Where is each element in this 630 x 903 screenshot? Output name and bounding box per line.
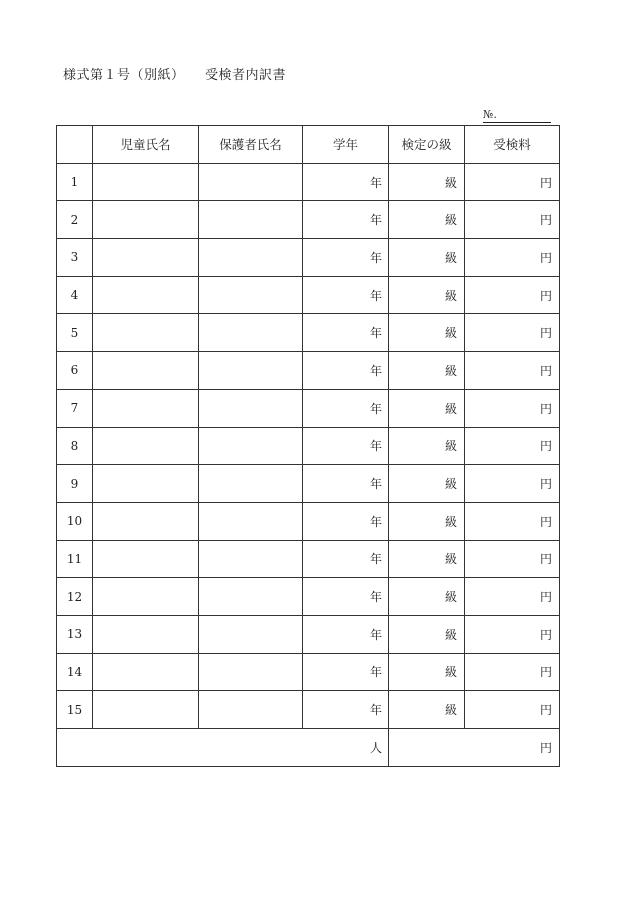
fee-cell[interactable]: 円	[465, 615, 560, 653]
level-cell[interactable]: 級	[389, 540, 465, 578]
row-number: 2	[57, 201, 93, 239]
level-cell[interactable]: 級	[389, 389, 465, 427]
guardian-name-cell[interactable]	[199, 615, 303, 653]
total-row	[57, 729, 560, 767]
fee-cell[interactable]: 円	[465, 352, 560, 390]
level-cell[interactable]: 級	[389, 615, 465, 653]
header-number	[57, 126, 93, 164]
table-body	[57, 163, 560, 766]
header-child-name: 児童氏名	[93, 126, 199, 164]
table-row	[57, 239, 560, 277]
guardian-name-cell[interactable]	[199, 427, 303, 465]
header-exam-level: 検定の級	[389, 126, 465, 164]
level-cell[interactable]: 級	[389, 427, 465, 465]
child-name-cell[interactable]	[93, 314, 199, 352]
grade-cell[interactable]: 年	[303, 653, 389, 691]
fee-cell[interactable]: 円	[465, 691, 560, 729]
row-number: 8	[57, 427, 93, 465]
child-name-cell[interactable]	[93, 578, 199, 616]
level-cell[interactable]: 級	[389, 276, 465, 314]
row-number: 1	[57, 163, 93, 201]
child-name-cell[interactable]	[93, 239, 199, 277]
table-row	[57, 201, 560, 239]
guardian-name-cell[interactable]	[199, 163, 303, 201]
guardian-name-cell[interactable]	[199, 389, 303, 427]
guardian-name-cell[interactable]	[199, 314, 303, 352]
child-name-cell[interactable]	[93, 691, 199, 729]
total-people-cell[interactable]: 人	[57, 729, 389, 767]
grade-cell[interactable]: 年	[303, 465, 389, 503]
fee-cell[interactable]: 円	[465, 578, 560, 616]
row-number: 7	[57, 389, 93, 427]
row-number: 6	[57, 352, 93, 390]
table-row	[57, 465, 560, 503]
guardian-name-cell[interactable]	[199, 578, 303, 616]
child-name-cell[interactable]	[93, 465, 199, 503]
child-name-cell[interactable]	[93, 352, 199, 390]
header-guardian-name: 保護者氏名	[199, 126, 303, 164]
level-cell[interactable]: 級	[389, 314, 465, 352]
level-cell[interactable]: 級	[389, 201, 465, 239]
grade-cell[interactable]: 年	[303, 502, 389, 540]
row-number: 3	[57, 239, 93, 277]
grade-cell[interactable]: 年	[303, 352, 389, 390]
guardian-name-cell[interactable]	[199, 691, 303, 729]
table-row	[57, 502, 560, 540]
child-name-cell[interactable]	[93, 201, 199, 239]
child-name-cell[interactable]	[93, 389, 199, 427]
fee-cell[interactable]: 円	[465, 314, 560, 352]
examinee-table	[56, 125, 560, 767]
table-row	[57, 163, 560, 201]
grade-cell[interactable]: 年	[303, 239, 389, 277]
header-exam-fee: 受検料	[465, 126, 560, 164]
level-cell[interactable]: 級	[389, 691, 465, 729]
row-number: 12	[57, 578, 93, 616]
guardian-name-cell[interactable]	[199, 276, 303, 314]
fee-cell[interactable]: 円	[465, 653, 560, 691]
table-row	[57, 691, 560, 729]
child-name-cell[interactable]	[93, 653, 199, 691]
grade-cell[interactable]: 年	[303, 540, 389, 578]
row-number: 9	[57, 465, 93, 503]
table-row	[57, 352, 560, 390]
row-number: 4	[57, 276, 93, 314]
grade-cell[interactable]: 年	[303, 276, 389, 314]
fee-cell[interactable]: 円	[465, 201, 560, 239]
row-number: 13	[57, 615, 93, 653]
level-cell[interactable]: 級	[389, 653, 465, 691]
child-name-cell[interactable]	[93, 427, 199, 465]
grade-cell[interactable]: 年	[303, 691, 389, 729]
total-fee-cell[interactable]: 円	[389, 729, 560, 767]
table-row	[57, 578, 560, 616]
table-row	[57, 389, 560, 427]
fee-cell[interactable]: 円	[465, 163, 560, 201]
child-name-cell[interactable]	[93, 615, 199, 653]
document-title: 様式第１号（別紙） 受検者内訳書	[63, 68, 287, 83]
guardian-name-cell[interactable]	[199, 653, 303, 691]
table-row	[57, 540, 560, 578]
fee-cell[interactable]: 円	[465, 540, 560, 578]
grade-cell[interactable]: 年	[303, 389, 389, 427]
guardian-name-cell[interactable]	[199, 239, 303, 277]
fee-cell[interactable]: 円	[465, 239, 560, 277]
guardian-name-cell[interactable]	[199, 352, 303, 390]
fee-cell[interactable]: 円	[465, 502, 560, 540]
table-row	[57, 427, 560, 465]
level-cell[interactable]: 級	[389, 163, 465, 201]
row-number: 14	[57, 653, 93, 691]
guardian-name-cell[interactable]	[199, 465, 303, 503]
child-name-cell[interactable]	[93, 502, 199, 540]
header-row	[57, 126, 560, 164]
child-name-cell[interactable]	[93, 276, 199, 314]
row-number: 11	[57, 540, 93, 578]
level-cell[interactable]: 級	[389, 502, 465, 540]
fee-cell[interactable]: 円	[465, 389, 560, 427]
level-cell[interactable]: 級	[389, 578, 465, 616]
grade-cell[interactable]: 年	[303, 163, 389, 201]
grade-cell[interactable]: 年	[303, 615, 389, 653]
row-number: 10	[57, 502, 93, 540]
grade-cell[interactable]: 年	[303, 427, 389, 465]
grade-cell[interactable]: 年	[303, 314, 389, 352]
row-number: 15	[57, 691, 93, 729]
level-cell[interactable]: 級	[389, 239, 465, 277]
level-cell[interactable]: 級	[389, 352, 465, 390]
header-grade: 学年	[303, 126, 389, 164]
table-row	[57, 314, 560, 352]
document-number-field[interactable]: №.	[483, 107, 551, 123]
row-number: 5	[57, 314, 93, 352]
guardian-name-cell[interactable]	[199, 502, 303, 540]
fee-cell[interactable]: 円	[465, 465, 560, 503]
table-row	[57, 653, 560, 691]
level-cell[interactable]: 級	[389, 465, 465, 503]
guardian-name-cell[interactable]	[199, 201, 303, 239]
table-row	[57, 615, 560, 653]
child-name-cell[interactable]	[93, 540, 199, 578]
table-row	[57, 276, 560, 314]
grade-cell[interactable]: 年	[303, 578, 389, 616]
child-name-cell[interactable]	[93, 163, 199, 201]
grade-cell[interactable]: 年	[303, 201, 389, 239]
fee-cell[interactable]: 円	[465, 276, 560, 314]
guardian-name-cell[interactable]	[199, 540, 303, 578]
fee-cell[interactable]: 円	[465, 427, 560, 465]
